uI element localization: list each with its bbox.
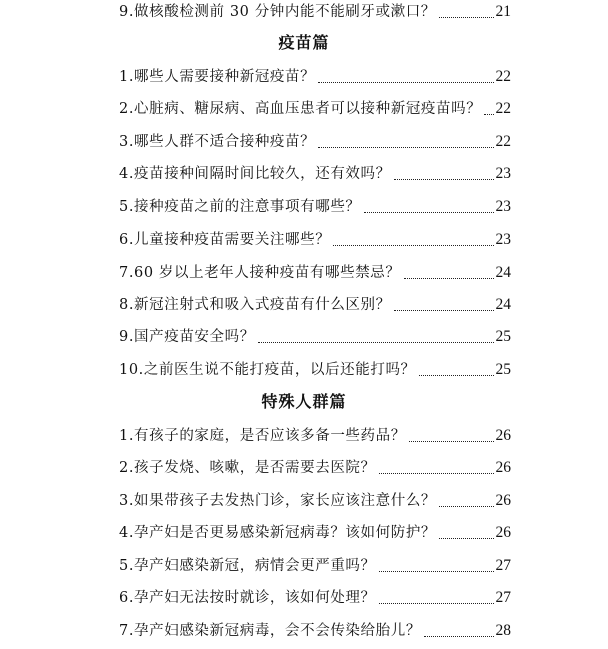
toc-entry [119,620,511,642]
section-heading-special-groups: 特殊人群篇 [261,392,347,411]
dot-leader [318,147,493,148]
dot-leader [404,278,494,279]
toc-entry-text: 4.疫苗接种间隔时间比较久，还有效吗？ [119,166,391,182]
toc-entry-page: 27 [495,589,511,606]
toc-entry-text: 7.孕产妇感染新冠病毒，会不会传染给胎儿？ [119,623,421,639]
toc-entry [119,196,511,218]
toc-entry-text: 3.如果带孩子去发热门诊，家长应该注意什么？ [119,493,437,509]
toc-entry [119,294,511,316]
dot-leader [409,441,494,442]
toc-entry [119,131,511,153]
toc-entry [119,359,511,381]
dot-leader [379,473,494,474]
toc-entry-page: 23 [495,198,511,215]
toc-entry-page: 25 [495,328,511,345]
dot-leader [419,375,494,376]
toc-entry-page: 26 [495,427,511,444]
dot-leader [394,310,494,311]
toc-entry-text: 4.孕产妇是否更易感染新冠病毒？该如何防护？ [119,525,437,541]
dot-leader [439,506,493,507]
toc-entry-text: 1.有孩子的家庭，是否应该多备一些药品？ [119,428,406,444]
toc-entry-text: 5.孕产妇感染新冠，病情会更严重吗？ [119,558,376,574]
toc-entry-page: 24 [495,264,511,281]
dot-leader [439,538,493,539]
toc-entry-page: 23 [495,231,511,248]
toc-entry-page: 25 [495,361,511,378]
dot-leader [424,636,494,637]
toc-entry [119,163,511,185]
toc-entry-page: 26 [495,524,511,541]
dot-leader [318,82,493,83]
dot-leader [394,179,494,180]
toc-entry [119,262,511,284]
toc-entry-text: 2.孩子发烧、咳嗽，是否需要去医院？ [119,460,376,476]
toc-entry-text: 2.心脏病、糖尿病、高血压患者可以接种新冠疫苗吗？ [119,101,482,117]
toc-entry-page: 22 [495,68,511,85]
toc-entry-page: 21 [495,3,511,20]
toc-entry [119,98,511,120]
toc-entry-page: 26 [495,492,511,509]
toc-entry-text: 1.哪些人需要接种新冠疫苗？ [119,69,316,85]
toc-entry-text: 9.做核酸检测前 30 分钟内能不能刷牙或漱口？ [119,4,436,20]
toc-entry [119,457,511,479]
toc-entry-page: 27 [495,557,511,574]
toc-entry-text: 3.哪些人群不适合接种疫苗？ [119,134,316,150]
section-heading-vaccine: 疫苗篇 [278,33,330,52]
toc-entry [119,587,511,609]
toc-entry-page: 26 [495,459,511,476]
toc-entry-text: 8.新冠注射式和吸入式疫苗有什么区别？ [119,297,391,313]
toc-entry-page: 28 [495,622,511,639]
toc-entry-page: 22 [495,100,511,117]
toc-entry-page: 22 [495,133,511,150]
dot-leader [364,212,494,213]
toc-entry [119,326,511,348]
dot-leader [484,114,493,115]
toc-entry-text: 10.之前医生说不能打疫苗，以后还能打吗？ [119,362,416,378]
toc-entry-text: 7.60 岁以上老年人接种疫苗有哪些禁忌？ [119,265,401,281]
toc-entry-text: 6.孕产妇无法按时就诊，该如何处理？ [119,590,376,606]
toc-entry [119,229,511,251]
toc-entry [119,555,511,577]
toc-entry-text: 9.国产疫苗安全吗？ [119,329,255,345]
toc-entry-text: 6.儿童接种疫苗需要关注哪些？ [119,232,331,248]
toc-entry [119,522,511,544]
toc-entry-text: 5.接种疫苗之前的注意事项有哪些？ [119,199,361,215]
dot-leader [379,571,494,572]
dot-leader [379,603,494,604]
dot-leader [439,17,494,18]
dot-leader [333,245,493,246]
toc-entry [119,425,511,447]
dot-leader [258,342,494,343]
toc-entry [119,490,511,512]
toc-entry [119,1,511,23]
toc-entry-page: 23 [495,165,511,182]
toc-entry [119,66,511,88]
toc-entry-page: 24 [495,296,511,313]
